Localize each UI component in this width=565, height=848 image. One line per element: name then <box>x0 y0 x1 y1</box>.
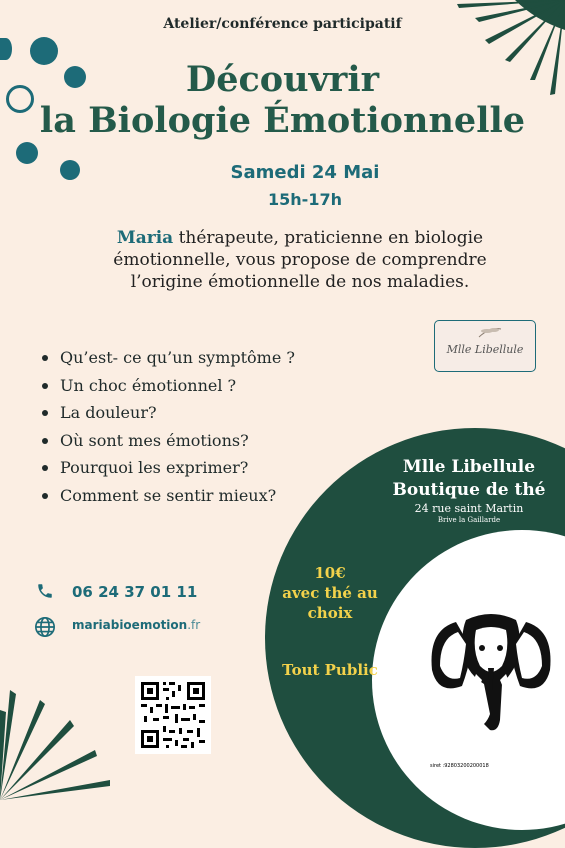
globe-icon <box>34 616 56 638</box>
event-date: Samedi 24 Mai <box>230 162 380 183</box>
list-item: Un choc émotionnel ? <box>38 372 295 400</box>
page-title-line1: Découvrir <box>185 59 380 100</box>
price-detail-line2: avec thé au <box>282 584 378 602</box>
siret-number: siret :92803200200018 <box>430 763 489 769</box>
list-item: La douleur? <box>38 399 295 427</box>
website-link[interactable] <box>72 618 200 632</box>
event-time: 15h-17h <box>268 190 342 209</box>
qr-code[interactable] <box>135 676 211 754</box>
topics-list <box>38 344 295 509</box>
shop-logo <box>434 320 536 372</box>
list-item: Qu’est- ce qu’un symptôme ? <box>38 344 295 372</box>
elephant-icon <box>428 610 554 736</box>
decor-dot <box>0 38 12 60</box>
list-item: Pourquoi les exprimer? <box>38 454 295 482</box>
intro-paragraph <box>95 227 505 293</box>
palm-leaf-bottom-left <box>0 680 120 800</box>
dragonfly-logo-icon <box>475 325 505 341</box>
audience: Tout Public <box>282 661 378 679</box>
phone-number[interactable]: 06 24 37 01 11 <box>72 583 198 601</box>
list-item: Comment se sentir mieux? <box>38 482 295 510</box>
decor-dot <box>16 142 38 164</box>
venue-city: Brive la Gaillarde <box>437 516 501 524</box>
price: 10€ <box>314 564 346 582</box>
intro-text: thérapeute, praticienne en biologie émotionnelle, vous propose de comprendre l’origine émotionnelle de nos maladies. <box>113 228 487 292</box>
venue-name-line2: Boutique de thé <box>392 480 546 500</box>
list-item: Où sont mes émotions? <box>38 427 295 455</box>
venue-street: 24 rue saint Martin <box>414 502 524 515</box>
price-detail-line3: choix <box>307 604 353 622</box>
phone-icon <box>36 582 54 600</box>
intro-name: Maria <box>116 228 174 248</box>
website-tld: .fr <box>187 618 201 632</box>
website-main: mariabioemotion <box>72 618 188 632</box>
venue-name-line1: Mlle Libellule <box>402 457 536 477</box>
logo-text: Mlle Libellule <box>446 343 524 356</box>
event-kicker: Atelier/conférence participatif <box>163 16 402 32</box>
page-title-line2: la Biologie Émotionnelle <box>39 100 526 141</box>
